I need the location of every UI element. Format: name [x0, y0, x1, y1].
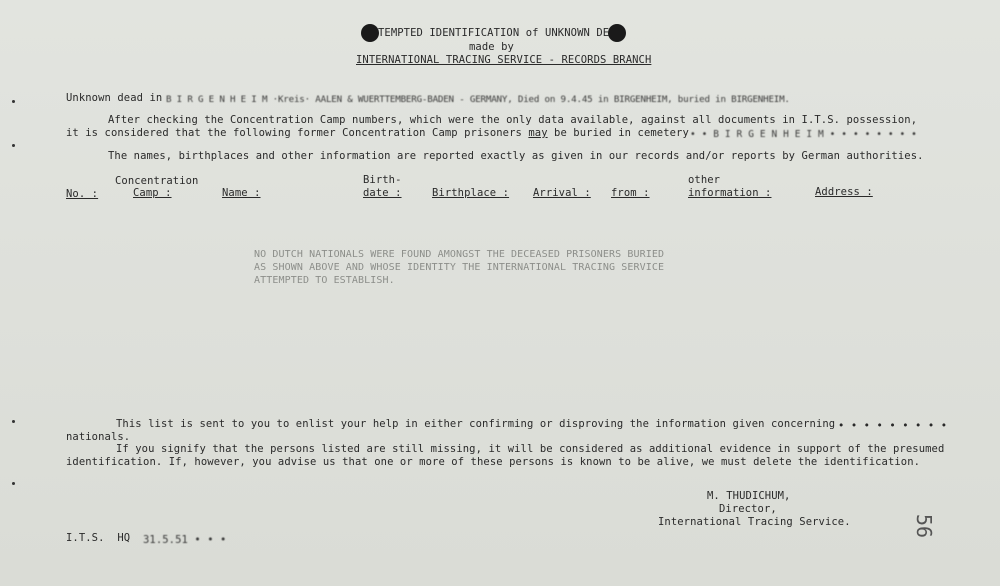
punch-hole-right — [608, 24, 626, 42]
col-header-camp-bottom: Camp : — [133, 187, 172, 199]
col-header-from: from : — [611, 187, 650, 199]
unknown-dead-location: B I R G E N H E I M ·Kreis· AALEN & WUERTTEMBERG-BADEN - GERMANY, Died on 9.4.45 in BIRGENHEIM, buried in BIRGENHEIM. — [166, 94, 790, 105]
list-nationality-dots: • • • • • • • • • — [838, 420, 948, 432]
list-sent-line: This list is sent to you to enlist your help in either confirming or disproving the information given concerning — [116, 418, 836, 430]
signatory-name: M. THUDICHUM, — [707, 490, 791, 502]
col-header-arrival: Arrival : — [533, 187, 591, 199]
organization-heading: INTERNATIONAL TRACING SERVICE - RECORDS BRANCH — [356, 54, 652, 66]
made-by-label: made by — [469, 41, 514, 53]
margin-dot — [12, 100, 15, 103]
signatory-organization: International Tracing Service. — [658, 516, 851, 528]
margin-dot — [12, 482, 15, 485]
page-stamp-number: 56 — [912, 514, 936, 539]
signatory-role: Director, — [719, 503, 777, 515]
col-header-name: Name : — [222, 187, 261, 199]
note-line-3: ATTEMPTED TO ESTABLISH. — [254, 275, 395, 286]
after-checking-line-1: After checking the Concentration Camp numbers, which were the only data available, against all documents in I.T.S. possession, — [108, 114, 918, 126]
after-checking-line-2: it is considered that the following former Concentration Camp prisoners may be buried in cemetery — [66, 127, 689, 139]
margin-dot — [12, 420, 15, 423]
signify-line-2: identification. If, however, you advise us that one or more of these persons is known to be alive, we must delete the identification. — [66, 456, 921, 468]
its-hq-label: I.T.S. HQ — [66, 532, 131, 544]
document-title: TEMPTED IDENTIFICATION of UNKNOWN DE — [378, 27, 610, 39]
nationals-word: nationals. — [66, 431, 131, 443]
names-reported-line: The names, birthplaces and other information are reported exactly as given in our records and/or reports by German authorities. — [108, 150, 924, 162]
col-header-birth-bottom: date : — [363, 187, 402, 199]
col-header-address: Address : — [815, 186, 873, 198]
its-hq-date: 31.5.51 • • • — [143, 534, 227, 546]
note-line-2: AS SHOWN ABOVE AND WHOSE IDENTITY THE INTERNATIONAL TRACING SERVICE — [254, 262, 665, 273]
col-header-no: No. : — [66, 188, 99, 200]
punch-hole-left — [361, 24, 379, 42]
col-header-camp-top: Concentration — [115, 175, 199, 187]
unknown-dead-label: Unknown dead in — [66, 92, 163, 104]
col-header-birth-top: Birth- — [363, 174, 402, 186]
cemetery-value: • • B I R G E N H E I M • • • • • • • • — [690, 129, 917, 140]
col-header-birthplace: Birthplace : — [432, 187, 510, 199]
col-header-other-top: other — [688, 174, 721, 186]
margin-dot — [12, 144, 15, 147]
col-header-other-bottom: information : — [688, 187, 772, 199]
signify-line-1: If you signify that the persons listed are still missing, it will be considered as additional evidence in support of the presumed — [116, 443, 945, 455]
note-line-1: NO DUTCH NATIONALS WERE FOUND AMONGST THE DECEASED PRISONERS BURIED — [254, 249, 665, 260]
